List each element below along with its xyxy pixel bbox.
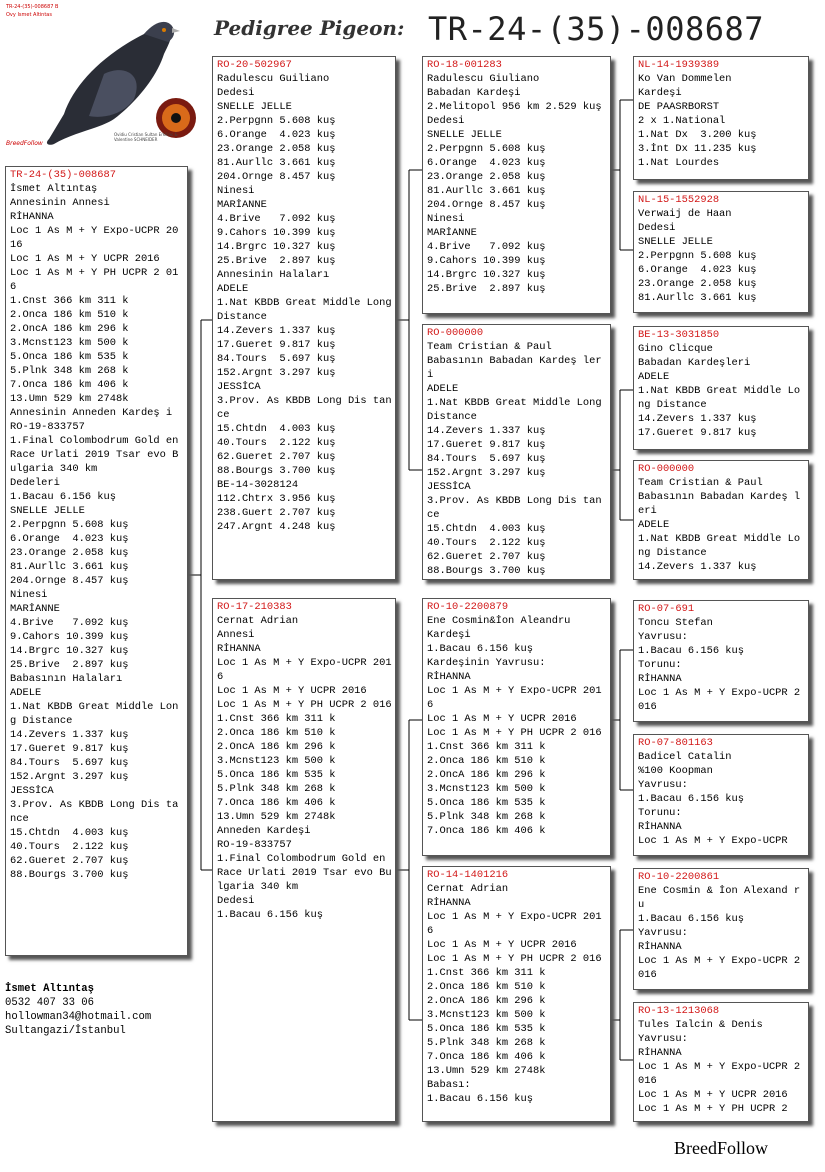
detail-line: 1.Nat KBDB Great Middle Long Distance: [427, 397, 608, 423]
detail-line: DE PAASRBORST: [638, 101, 720, 113]
ring-number: RO-18-001283: [427, 59, 502, 71]
detail-line: 81.Aurllc 3.661 kuş: [217, 157, 336, 169]
detail-line: Team Cristian & Paul: [427, 341, 552, 353]
detail-line: 1.Nat Dx 3.200 kuş: [638, 129, 757, 141]
detail-line: Loc 1 As M + Y Expo-UCPR 2016: [10, 225, 179, 251]
detail-line: 2.OncA 186 km 296 k: [427, 769, 546, 781]
owner-name: İsmet Altıntaş: [5, 983, 95, 995]
detail-line: 3.Mcnst123 km 500 k: [217, 755, 336, 767]
detail-line: 5.Onca 186 km 535 k: [10, 351, 129, 363]
detail-line: Loc 1 As M + Y Expo-UCPR 2016: [638, 687, 801, 713]
sire-dam-sire-box: [633, 326, 809, 450]
logo-name: Ovy Ismet Altintas: [6, 12, 52, 18]
detail-line: Annesinin Anneden Kardeş i: [10, 407, 173, 419]
detail-line: 7.Onca 186 km 406 k: [10, 379, 129, 391]
detail-line: Ninesi: [10, 589, 48, 601]
detail-line: %100 Koopman: [638, 765, 713, 777]
pigeon-details: [217, 614, 392, 922]
ring-number: RO-20-502967: [217, 59, 292, 71]
detail-line: 15.Chtdn 4.003 kuş: [10, 827, 129, 839]
detail-line: 5.Onca 186 km 535 k: [217, 769, 336, 781]
detail-line: 40.Tours 2.122 kuş: [427, 537, 546, 549]
pigeon-details: [217, 72, 398, 534]
detail-line: Loc 1 As M + Y PH UCPR 2 016: [427, 727, 602, 739]
detail-line: 9.Cahors 10.399 kuş: [427, 255, 546, 267]
detail-line: 15.Chtdn 4.003 kuş: [217, 423, 336, 435]
detail-line: MARİANNE: [217, 199, 267, 211]
pigeon-details: [638, 1018, 805, 1116]
detail-line: 152.Argnt 3.297 kuş: [427, 467, 546, 479]
owner-phone: 0532 407 33 06: [5, 997, 95, 1009]
detail-line: RİHANNA: [427, 671, 471, 683]
detail-line: Dedesi: [427, 115, 465, 127]
detail-line: 6.Orange 4.023 kuş: [217, 129, 336, 141]
ring-number: NL-14-1939389: [638, 59, 720, 71]
page-title: Pedigree Pigeon:: [214, 16, 405, 40]
logo-ring: TR-24-(35)-008687 B: [6, 4, 59, 10]
detail-line: RİHANNA: [427, 897, 471, 909]
header-ring-number: TR-24-(35)-008687: [428, 10, 765, 48]
detail-line: 84.Tours 5.697 kuş: [217, 353, 336, 365]
pigeon-details: [638, 342, 805, 440]
detail-line: 3.Mcnst123 km 500 k: [10, 337, 129, 349]
detail-line: 1.Nat Lourdes: [638, 157, 720, 169]
dam-dam-box: [422, 866, 611, 1122]
detail-line: 9.Cahors 10.399 kuş: [217, 227, 336, 239]
sire-box: [212, 56, 396, 580]
detail-line: 247.Argnt 4.248 kuş: [217, 521, 336, 533]
detail-line: Loc 1 As M + Y Expo-UCPR 2016: [217, 657, 392, 683]
detail-line: Radulescu Giuliano: [427, 73, 540, 85]
detail-line: Annesinin Halaları: [217, 269, 330, 281]
detail-line: SNELLE JELLE: [217, 101, 292, 113]
detail-line: 14.Zevers 1.337 kuş: [217, 325, 336, 337]
pigeon-details: [427, 614, 607, 838]
detail-line: JESSİCA: [427, 481, 471, 493]
detail-line: Babadan Kardeşleri: [638, 357, 751, 369]
detail-line: 1.Bacau 6.156 kuş: [638, 793, 745, 805]
detail-line: 2.Perpgnn 5.608 kuş: [638, 250, 757, 262]
detail-line: 84.Tours 5.697 kuş: [427, 453, 546, 465]
detail-line: 2.OncA 186 km 296 k: [217, 741, 336, 753]
detail-line: 81.Aurllc 3.661 kuş: [10, 561, 129, 573]
ring-number: RO-000000: [427, 327, 484, 339]
ring-number: RO-14-1401216: [427, 869, 509, 881]
detail-line: 1.Final Colombodrum Gold en Race Urlati 2019 Tsar evo Bulgaria 340 km: [10, 435, 185, 475]
detail-line: Toncu Stefan: [638, 617, 713, 629]
detail-line: 23.Orange 2.058 kuş: [10, 547, 129, 559]
detail-line: 23.Orange 2.058 kuş: [427, 171, 546, 183]
detail-line: Dedeleri: [10, 477, 60, 489]
sire-dam-box: [422, 324, 611, 580]
detail-line: Torunu:: [638, 807, 682, 819]
detail-line: 112.Chtrx 3.956 kuş: [217, 493, 336, 505]
detail-line: 23.Orange 2.058 kuş: [638, 278, 757, 290]
detail-line: Dedesi: [217, 895, 255, 907]
detail-line: Loc 1 As M + Y UCPR 2016: [10, 253, 160, 265]
detail-line: 62.Gueret 2.707 kuş: [10, 855, 129, 867]
detail-line: 5.Plnk 348 km 268 k: [217, 783, 336, 795]
detail-line: 7.Onca 186 km 406 k: [427, 825, 546, 837]
detail-line: 2.Perpgnn 5.608 kuş: [217, 115, 336, 127]
logo-caption: Ovidiu Cristian Sultan Erkilinc & Valentine SCHNEIDER: [114, 132, 178, 142]
detail-line: Cernat Adrian: [427, 883, 509, 895]
ring-number: RO-07-801163: [638, 737, 713, 749]
detail-line: 204.Ornge 8.457 kuş: [427, 199, 546, 211]
detail-line: SNELLE JELLE: [427, 129, 502, 141]
detail-line: RİHANNA: [638, 821, 682, 833]
detail-line: 14.Brgrc 10.327 kuş: [217, 241, 336, 253]
detail-line: 4.Brive 7.092 kuş: [10, 617, 129, 629]
detail-line: 2.Perpgnn 5.608 kuş: [427, 143, 546, 155]
detail-line: Ene Cosmin & İon Alexand ru: [638, 885, 801, 911]
detail-line: Kardeşi: [427, 629, 471, 641]
pigeon-details: [638, 616, 805, 714]
detail-line: 1.Bacau 6.156 kuş: [10, 491, 117, 503]
detail-line: 81.Aurllc 3.661 kuş: [427, 185, 546, 197]
detail-line: RİHANNA: [10, 211, 54, 223]
detail-line: Team Cristian & Paul: [638, 477, 763, 489]
detail-line: RO-19-833757: [10, 421, 85, 433]
detail-line: 25.Brive 2.897 kuş: [217, 255, 336, 267]
owner-email[interactable]: hollowman34@hotmail.com: [5, 1011, 152, 1023]
detail-line: 6.Orange 4.023 kuş: [10, 533, 129, 545]
detail-line: Dedesi: [217, 87, 255, 99]
detail-line: 17.Gueret 9.817 kuş: [427, 439, 546, 451]
detail-line: 1.Cnst 366 km 311 k: [217, 713, 336, 725]
detail-line: Cernat Adrian: [217, 615, 299, 627]
pigeon-details: [427, 340, 607, 578]
detail-line: 13.Umn 529 km 2748k: [217, 811, 336, 823]
detail-line: 23.Orange 2.058 kuş: [217, 143, 336, 155]
detail-line: 1.Bacau 6.156 kuş: [217, 909, 324, 921]
detail-line: 62.Gueret 2.707 kuş: [427, 551, 546, 563]
detail-line: 17.Gueret 9.817 kuş: [10, 743, 129, 755]
detail-line: 14.Brgrc 10.327 kuş: [10, 645, 129, 657]
detail-line: SNELLE JELLE: [638, 236, 713, 248]
detail-line: 62.Gueret 2.707 kuş: [217, 451, 336, 463]
detail-line: Anneden Kardeşi: [217, 825, 311, 837]
ring-number: RO-10-2200879: [427, 601, 509, 613]
detail-line: ADELE: [638, 519, 670, 531]
detail-line: 5.Plnk 348 km 268 k: [427, 1037, 546, 1049]
pigeon-details: [638, 207, 805, 305]
detail-line: 204.Ornge 8.457 kuş: [217, 171, 336, 183]
detail-line: RİHANNA: [638, 1047, 682, 1059]
owner-address: Sultangazi/İstanbul: [5, 1025, 126, 1037]
detail-line: Loc 1 As M + Y Expo-UCPR 2016: [427, 911, 602, 937]
detail-line: 3.Prov. As KBDB Long Dis tance: [427, 495, 602, 521]
detail-line: 1.Bacau 6.156 kuş: [638, 645, 745, 657]
ring-number: BE-13-3031850: [638, 329, 720, 341]
detail-line: Tules Ialcin & Denis: [638, 1019, 763, 1031]
detail-line: Gino Clicque: [638, 343, 713, 355]
dam-dam-sire-box: [633, 868, 809, 990]
detail-line: Babası:: [427, 1079, 471, 1091]
ring-number: NL-15-1552928: [638, 194, 720, 206]
detail-line: 152.Argnt 3.297 kuş: [10, 771, 129, 783]
detail-line: 88.Bourgs 3.700 kuş: [10, 869, 129, 881]
detail-line: 15.Chtdn 4.003 kuş: [427, 523, 546, 535]
main-pigeon-box: [5, 166, 188, 956]
detail-line: 3.Mcnst123 km 500 k: [427, 1009, 546, 1021]
detail-line: 13.Umn 529 km 2748k: [10, 393, 129, 405]
detail-line: İsmet Altıntaş: [10, 183, 98, 195]
detail-line: 5.Onca 186 km 535 k: [427, 1023, 546, 1035]
detail-line: ADELE: [10, 687, 42, 699]
sire-sire-dam-box: [633, 191, 809, 313]
detail-line: 3.İnt Dx 11.235 kuş: [638, 143, 757, 155]
detail-line: 81.Aurllc 3.661 kuş: [638, 292, 757, 304]
sire-sire-box: [422, 56, 611, 314]
detail-line: MARİANNE: [10, 603, 60, 615]
detail-line: 13.Umn 529 km 2748k: [427, 1065, 546, 1077]
detail-line: JESSİCA: [217, 381, 261, 393]
dam-sire-sire-box: [633, 600, 809, 722]
detail-line: Yavrusu:: [638, 779, 688, 791]
detail-line: Loc 1 As M + Y UCPR 2016: [427, 939, 577, 951]
detail-line: 2.Perpgnn 5.608 kuş: [10, 519, 129, 531]
detail-line: 88.Bourgs 3.700 kuş: [427, 565, 546, 577]
detail-line: 2.Onca 186 km 510 k: [217, 727, 336, 739]
detail-line: Babadan Kardeşi: [427, 87, 521, 99]
detail-line: 7.Onca 186 km 406 k: [217, 797, 336, 809]
detail-line: 1.Bacau 6.156 kuş: [427, 643, 534, 655]
detail-line: 84.Tours 5.697 kuş: [10, 757, 129, 769]
detail-line: Ninesi: [427, 213, 465, 225]
detail-line: 5.Onca 186 km 535 k: [427, 797, 546, 809]
pigeon-details: [638, 750, 805, 848]
detail-line: 2.Onca 186 km 510 k: [427, 981, 546, 993]
detail-line: Radulescu Guiliano: [217, 73, 330, 85]
sire-dam-dam-box: [633, 460, 809, 580]
detail-line: 1.Nat KBDB Great Middle Long Distance: [638, 533, 801, 559]
detail-line: ADELE: [217, 283, 249, 295]
detail-line: 17.Gueret 9.817 kuş: [217, 339, 336, 351]
detail-line: RİHANNA: [638, 673, 682, 685]
detail-line: Loc 1 As M + Y PH UCPR 2 016: [217, 699, 392, 711]
detail-line: 88.Bourgs 3.700 kuş: [217, 465, 336, 477]
detail-line: Loc 1 As M + Y Expo-UCPR 2016: [638, 955, 801, 981]
detail-line: Verwaij de Haan: [638, 208, 732, 220]
detail-line: 25.Brive 2.897 kuş: [10, 659, 129, 671]
detail-line: 1.Bacau 6.156 kuş: [427, 1093, 534, 1105]
detail-line: 2.OncA 186 km 296 k: [427, 995, 546, 1007]
detail-line: Loc 1 As M + Y Expo-UCPR 2016: [638, 1061, 801, 1087]
detail-line: MARİANNE: [427, 227, 477, 239]
dam-sire-box: [422, 598, 611, 856]
sire-sire-sire-box: [633, 56, 809, 180]
footer-brand: BreedFollow: [674, 1138, 768, 1158]
detail-line: 3.Mcnst123 km 500 k: [427, 783, 546, 795]
detail-line: 40.Tours 2.122 kuş: [10, 841, 129, 853]
detail-line: 17.Gueret 9.817 kuş: [638, 427, 757, 439]
detail-line: Babasının Babadan Kardeş leri: [638, 491, 801, 517]
detail-line: 14.Zevers 1.337 kuş: [638, 561, 757, 573]
pigeon-details: [638, 72, 805, 170]
detail-line: Loc 1 As M + Y UCPR 2016: [427, 713, 577, 725]
detail-line: ADELE: [427, 383, 459, 395]
detail-line: Loc 1 As M + Y Expo-UCPR 2016: [427, 685, 602, 711]
detail-line: 2.Onca 186 km 510 k: [427, 755, 546, 767]
detail-line: Badicel Catalin: [638, 751, 732, 763]
pigeon-details: [10, 182, 184, 882]
detail-line: 152.Argnt 3.297 kuş: [217, 367, 336, 379]
detail-line: 1.Bacau 6.156 kuş: [638, 913, 745, 925]
pigeon-details: [638, 884, 805, 982]
detail-line: BE-14-3028124: [217, 479, 299, 491]
detail-line: Annesi: [217, 629, 255, 641]
detail-line: 14.Zevers 1.337 kuş: [427, 425, 546, 437]
detail-line: 1.Nat KBDB Great Middle Long Distance: [638, 385, 801, 411]
dam-box: [212, 598, 396, 1122]
detail-line: 4.Brive 7.092 kuş: [427, 241, 546, 253]
detail-line: 6.Orange 4.023 kuş: [427, 157, 546, 169]
detail-line: 5.Plnk 348 km 268 k: [427, 811, 546, 823]
detail-line: Kardeşinin Yavrusu:: [427, 657, 546, 669]
owner-contact: [5, 982, 151, 1038]
detail-line: 6.Orange 4.023 kuş: [638, 264, 757, 276]
detail-line: Babasının Halaları: [10, 673, 123, 685]
pigeon-details: [427, 882, 607, 1106]
detail-line: 2.Onca 186 km 510 k: [10, 309, 129, 321]
detail-line: Loc 1 As M + Y Expo-UCPR: [638, 835, 788, 847]
detail-line: 1.Final Colombodrum Gold en Race Urlati 2019 Tsar evo Bulgaria 340 km: [217, 853, 392, 893]
ring-number: RO-10-2200861: [638, 871, 720, 883]
detail-line: 2.Melitopol 956 km 2.529 kuş: [427, 101, 602, 113]
detail-line: Babasının Babadan Kardeş leri: [427, 355, 602, 381]
detail-line: Annesinin Annesi: [10, 197, 110, 209]
detail-line: 1.Cnst 366 km 311 k: [427, 741, 546, 753]
pigeon-details: [427, 72, 607, 296]
detail-line: Ninesi: [217, 185, 255, 197]
ring-number: RO-000000: [638, 463, 695, 475]
dam-sire-dam-box: [633, 734, 809, 856]
detail-line: RO-19-833757: [217, 839, 292, 851]
detail-line: 2 x 1.National: [638, 115, 726, 127]
detail-line: 1.Cnst 366 km 311 k: [427, 967, 546, 979]
detail-line: 14.Zevers 1.337 kuş: [638, 413, 757, 425]
detail-line: 9.Cahors 10.399 kuş: [10, 631, 129, 643]
detail-line: Dedesi: [638, 222, 676, 234]
detail-line: 4.Brive 7.092 kuş: [217, 213, 336, 225]
detail-line: Yavrusu:: [638, 1033, 688, 1045]
logo-brand: BreedFollow: [6, 140, 43, 147]
detail-line: 1.Cnst 366 km 311 k: [10, 295, 129, 307]
detail-line: 238.Guert 2.707 kuş: [217, 507, 336, 519]
detail-line: 1.Nat KBDB Great Middle Long Distance: [217, 297, 398, 323]
detail-line: Loc 1 As M + Y UCPR 2016: [217, 685, 367, 697]
detail-line: Loc 1 As M + Y PH UCPR 2: [638, 1103, 788, 1115]
detail-line: 40.Tours 2.122 kuş: [217, 437, 336, 449]
detail-line: 3.Prov. As KBDB Long Dis tance: [10, 799, 179, 825]
dam-dam-dam-box: [633, 1002, 809, 1122]
detail-line: RİHANNA: [217, 643, 261, 655]
detail-line: Ko Van Dommelen: [638, 73, 732, 85]
detail-line: Torunu:: [638, 659, 682, 671]
ring-number: RO-17-210383: [217, 601, 292, 613]
detail-line: 25.Brive 2.897 kuş: [427, 283, 546, 295]
detail-line: JESSİCA: [10, 785, 54, 797]
ring-number: RO-13-1213068: [638, 1005, 720, 1017]
detail-line: 3.Prov. As KBDB Long Dis tance: [217, 395, 392, 421]
ring-number: RO-07-691: [638, 603, 695, 615]
detail-line: 14.Brgrc 10.327 kuş: [427, 269, 546, 281]
detail-line: SNELLE JELLE: [10, 505, 85, 517]
detail-line: Ene Cosmin&İon Aleandru: [427, 615, 571, 627]
detail-line: 5.Plnk 348 km 268 k: [10, 365, 129, 377]
detail-line: 2.OncA 186 km 296 k: [10, 323, 129, 335]
detail-line: 1.Nat KBDB Great Middle Long Distance: [10, 701, 179, 727]
detail-line: Yavrusu:: [638, 631, 688, 643]
detail-line: 14.Zevers 1.337 kuş: [10, 729, 129, 741]
ring-number: TR-24-(35)-008687: [10, 169, 117, 181]
detail-line: 7.Onca 186 km 406 k: [427, 1051, 546, 1063]
detail-line: ADELE: [638, 371, 670, 383]
detail-line: Loc 1 As M + Y PH UCPR 2 016: [10, 267, 179, 293]
detail-line: Loc 1 As M + Y UCPR 2016: [638, 1089, 788, 1101]
detail-line: RİHANNA: [638, 941, 682, 953]
detail-line: 204.Ornge 8.457 kuş: [10, 575, 129, 587]
detail-line: Loc 1 As M + Y PH UCPR 2 016: [427, 953, 602, 965]
pigeon-details: [638, 476, 805, 574]
detail-line: Kardeşi: [638, 87, 682, 99]
detail-line: Yavrusu:: [638, 927, 688, 939]
